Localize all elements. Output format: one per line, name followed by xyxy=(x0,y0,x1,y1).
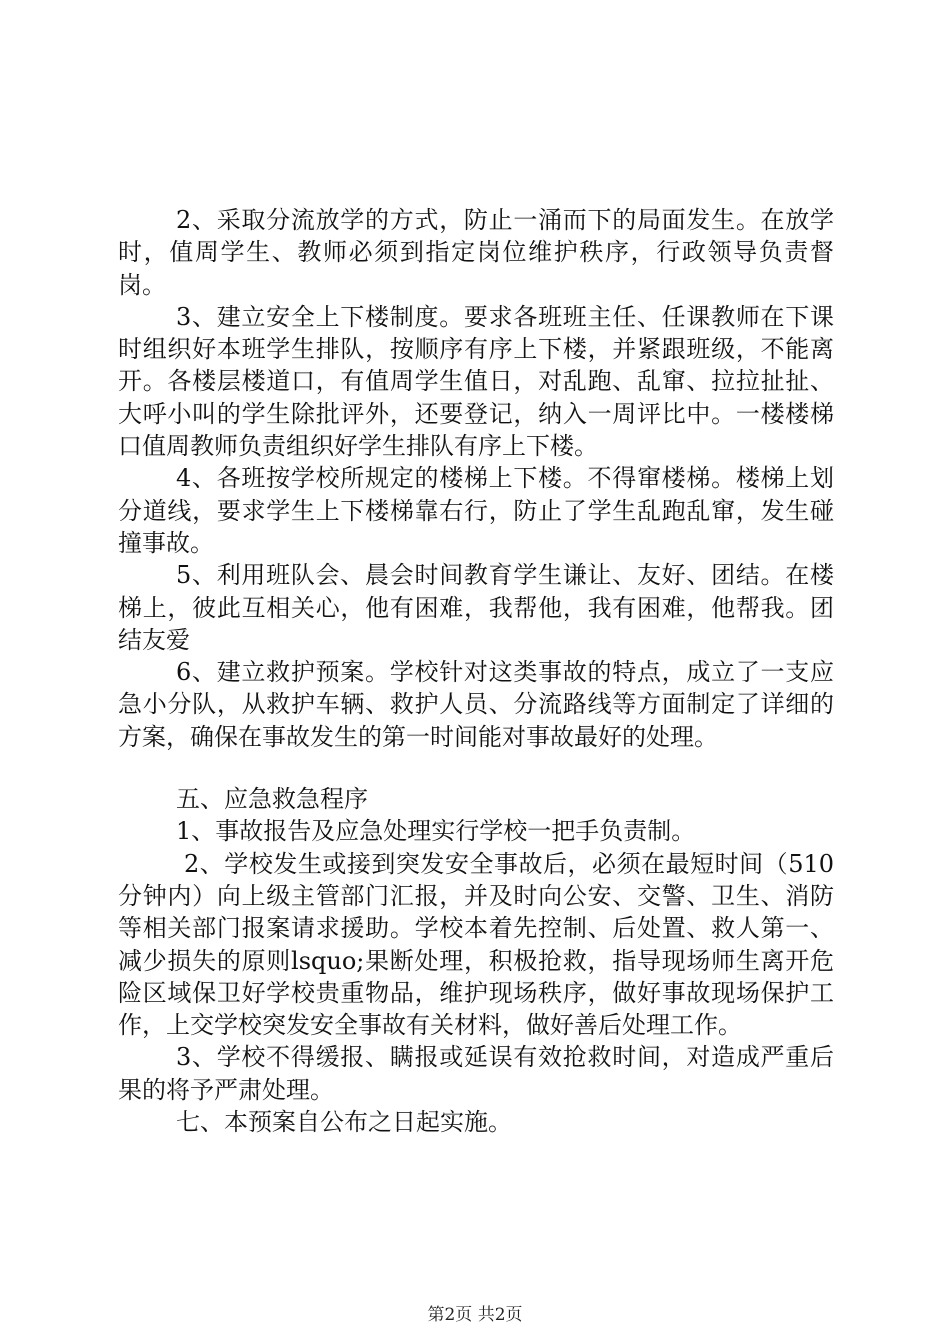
paragraph-5: 5、利用班队会、晨会时间教育学生谦让、友好、团结。在楼梯上，彼此互相关心，他有困难，我帮他，我有困难，他帮我。团结友爱 xyxy=(118,561,834,654)
paragraph-2: 2、采取分流放学的方式，防止一涌而下的局面发生。在放学时，值周学生、教师必须到指定岗位维护秩序，行政领导负责督岗。 xyxy=(118,206,834,299)
page-number-footer: 第2页 共2页 xyxy=(427,1305,523,1325)
section-paragraph-2: 2、学校发生或接到突发安全事故后，必须在最短时间（510分钟内）向上级主管部门汇报，并及时向公安、交警、卫生、消防等相关部门报案请求援助。学校本着先控制、后处置、救人第一、减少损失的原则lsquo;果断处理，积极抢救，指导现场师生离开危险区域保卫好学校贵重物品，维护现场秩序，做好事故现场保护工作，上交学校突发安全事故有关材料，做好善后处理工作。 xyxy=(118,849,834,1040)
document-body xyxy=(118,204,834,1138)
section-paragraph-1: 1、事故报告及应急处理实行学校一把手负责制。 xyxy=(176,817,696,846)
paragraph-3: 3、建立安全上下楼制度。要求各班班主任、任课教师在下课时组织好本班学生排队，按顺序有序上下楼，并紧跟班级，不能离开。各楼层楼道口，有值周学生值日，对乱跑、乱窜、拉拉扯扯、大呼小叫的学生除批评外，还要登记，纳入一周评比中。一楼楼梯口值周教师负责组织好学生排队有序上下楼。 xyxy=(118,302,834,461)
closing-statement: 七、本预案自公布之日起实施。 xyxy=(176,1108,512,1137)
paragraph-4: 4、各班按学校所规定的楼梯上下楼。不得窜楼梯。楼梯上划分道线，要求学生上下楼梯靠右行，防止了学生乱跑乱窜，发生碰撞事故。 xyxy=(118,464,834,557)
paragraph-6: 6、建立救护预案。学校针对这类事故的特点，成立了一支应急小分队，从救护车辆、救护人员、分流路线等方面制定了详细的方案，确保在事故发生的第一时间能对事故最好的处理。 xyxy=(118,658,834,751)
section-heading: 五、应急救急程序 xyxy=(176,785,368,814)
section-paragraph-3: 3、学校不得缓报、瞒报或延误有效抢救时间，对造成严重后果的将予严肃处理。 xyxy=(118,1043,834,1104)
